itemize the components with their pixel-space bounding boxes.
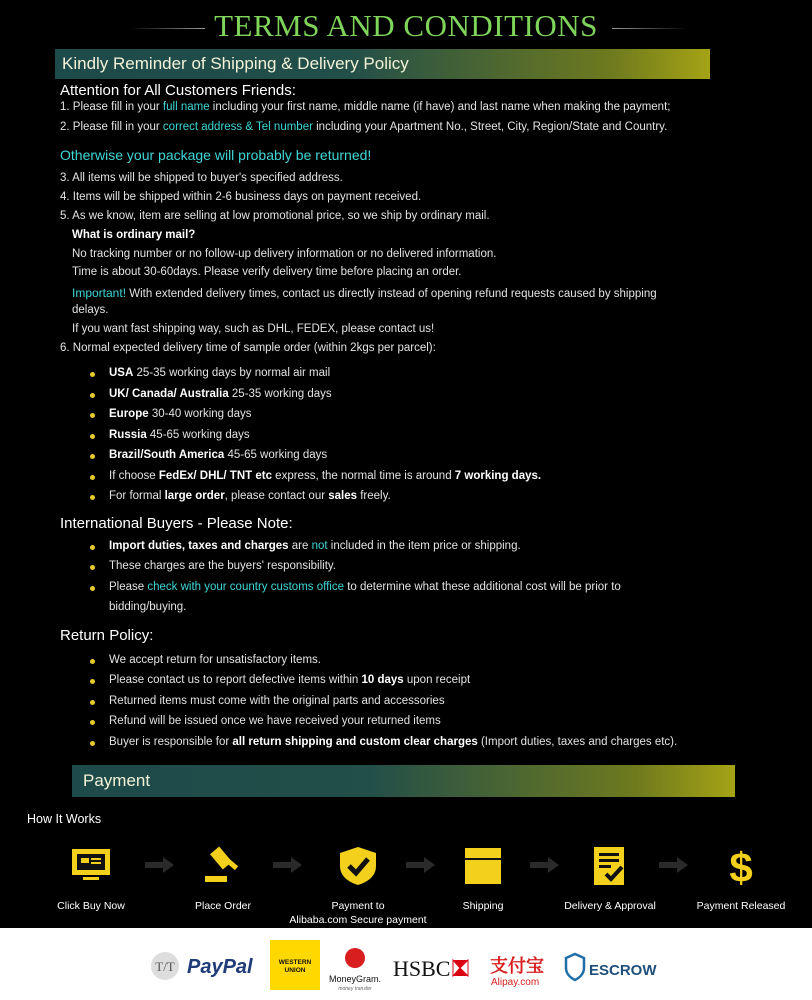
international-heading: International Buyers - Please Note: xyxy=(60,515,293,532)
box-icon xyxy=(461,846,505,886)
page-title: TERMS AND CONDITIONS xyxy=(214,8,598,43)
international-item-3-cont: bidding/buying. xyxy=(109,601,187,613)
step-place-order xyxy=(153,846,293,913)
return-item-5: Buyer is responsible for all return shipping and custom clear charges (Import duties, taxes and charges etc). xyxy=(109,736,678,748)
step-click-buy-now xyxy=(21,846,161,913)
moneygram-logo xyxy=(345,948,365,968)
return-item-1: We accept return for unsatisfactory items. xyxy=(109,654,321,666)
moneygram-label: MoneyGram. xyxy=(328,974,382,984)
international-item-3: Please check with your country customs office to determine what these additional cost will be prior to xyxy=(109,581,621,593)
paypal-logo: PayPal xyxy=(187,956,253,978)
title-divider-right xyxy=(612,28,687,29)
payment-banner: Payment xyxy=(72,765,735,797)
international-item-1: Import duties, taxes and charges are not included in the item price or shipping. xyxy=(109,540,521,552)
return-item-4: Refund will be issued once we have received your returned items xyxy=(109,715,441,727)
moneygram-tagline: money transfer xyxy=(338,986,372,992)
step-payment-released xyxy=(671,846,811,913)
attention-line-2: 2. Please fill in your correct address & Tel number including your Apartment No., Street, City, Region/State and Country. xyxy=(60,121,668,133)
bullet xyxy=(90,434,95,439)
western-union-label-2: UNION xyxy=(284,967,306,974)
how-it-works-heading: How It Works xyxy=(27,812,102,826)
bullet xyxy=(90,495,95,500)
express-note: If choose FedEx/ DHL/ TNT etc express, the normal time is around 7 working days. xyxy=(109,470,542,482)
return-policy-heading: Return Policy: xyxy=(60,627,154,644)
step-label: Delivery & Approval xyxy=(564,900,656,912)
step-label: Place Order xyxy=(194,900,252,912)
ordinary-mail-line-1: No tracking number or no follow-up delivery information or no delivered information. xyxy=(72,248,497,260)
payment-methods-footer xyxy=(0,928,812,1000)
tt-label: T/T xyxy=(155,959,175,974)
step-label: Click Buy Now xyxy=(57,900,125,912)
step-label: Shipping xyxy=(462,900,504,912)
international-item-2: These charges are the buyers' responsibility. xyxy=(109,560,336,572)
large-order-note: For formal large order, please contact our sales freely. xyxy=(109,490,391,502)
bullet xyxy=(90,475,95,480)
western-union-label-1: WESTERN xyxy=(278,959,312,966)
gavel-icon xyxy=(201,846,245,886)
escrow-shield-icon xyxy=(566,954,584,980)
important-note: Important! With extended delivery times, contact us directly instead of opening refund requests caused by shipping xyxy=(72,286,657,300)
ordinary-mail-question: What is ordinary mail? xyxy=(72,229,196,241)
bullet xyxy=(90,393,95,398)
delivery-europe: Europe 30-40 working days xyxy=(109,408,252,420)
rule-6: 6. Normal expected delivery time of sample order (within 2kgs per parcel): xyxy=(60,342,436,354)
bullet xyxy=(90,720,95,725)
attention-heading: Attention for All Customers Friends: xyxy=(60,82,296,99)
return-warning: Otherwise your package will probably be returned! xyxy=(60,147,372,163)
delivery-russia: Russia 45-65 working days xyxy=(109,429,250,441)
ordinary-mail-line-2: Time is about 30-60days. Please verify delivery time before placing an order. xyxy=(72,266,462,278)
step-label: Payment to Alibaba.com Secure payment xyxy=(289,900,427,926)
payment-logos xyxy=(0,928,812,1000)
important-note-cont: delays. xyxy=(72,304,109,316)
alipay-label: Alipay.com xyxy=(491,977,540,988)
rule-3: 3. All items will be shipped to buyer's specified address. xyxy=(60,172,343,184)
svg-text:$: $ xyxy=(729,846,753,886)
bullet xyxy=(90,679,95,684)
delivery-uk: UK/ Canada/ Australia 25-35 working days xyxy=(109,388,332,400)
dollar-icon xyxy=(719,846,763,886)
hsbc-logo: HSBC xyxy=(393,956,451,981)
delivery-usa: USA 25-35 working days by normal air mail xyxy=(109,367,331,379)
computer-icon xyxy=(69,846,113,886)
bullet xyxy=(90,700,95,705)
shield-check-icon xyxy=(336,846,380,886)
bullet xyxy=(90,741,95,746)
alipay-logo: 支付宝 xyxy=(490,956,544,977)
return-item-3: Returned items must come with the original parts and accessories xyxy=(109,695,445,707)
bullet xyxy=(90,586,95,591)
rule-4: 4. Items will be shipped within 2-6 business days on payment received. xyxy=(60,191,422,203)
bullet xyxy=(90,659,95,664)
escrow-label: ESCROW xyxy=(589,962,657,979)
bullet xyxy=(90,372,95,377)
bullet xyxy=(90,454,95,459)
document-check-icon xyxy=(588,846,632,886)
return-item-2: Please contact us to report defective items within 10 days upon receipt xyxy=(109,674,471,686)
bullet xyxy=(90,413,95,418)
delivery-brazil: Brazil/South America 45-65 working days xyxy=(109,449,328,461)
attention-line-1: 1. Please fill in your full name including your first name, middle name (if have) and last name when making the payment; xyxy=(60,101,671,113)
bullet xyxy=(90,565,95,570)
reminder-banner: Kindly Reminder of Shipping & Delivery Policy xyxy=(55,49,710,79)
step-label: Payment Released xyxy=(696,900,786,912)
bullet xyxy=(90,545,95,550)
fast-shipping-note: If you want fast shipping way, such as DHL, FEDEX, please contact us! xyxy=(72,323,435,335)
rule-5: 5. As we know, item are selling at low promotional price, so we ship by ordinary mail. xyxy=(60,210,490,222)
